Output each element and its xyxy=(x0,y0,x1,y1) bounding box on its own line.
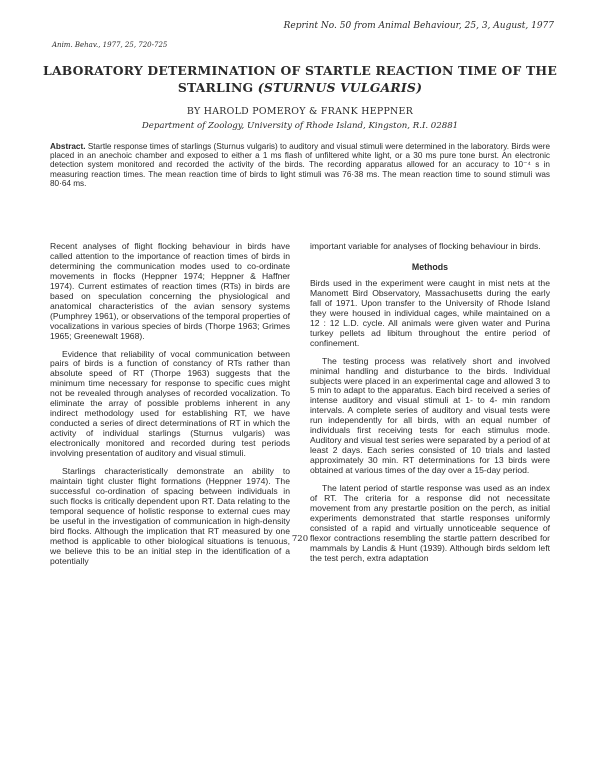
affiliation: Department of Zoology, University of Rhode Island, Kingston, R.I. 02881 xyxy=(141,121,459,131)
paper-title xyxy=(22,62,578,96)
title-species: (STURNUS VULGARIS) xyxy=(257,80,423,95)
left-column xyxy=(50,242,290,567)
journal-citation: Anim. Behav., 1977, 25, 720-725 xyxy=(52,41,168,49)
reprint-note: Reprint No. 50 from Animal Behaviour, 25, 3, August, 1977 xyxy=(283,21,554,31)
authors: BY HAROLD POMEROY & FRANK HEPPNER xyxy=(186,106,414,117)
paragraph: The latent period of startle response was used as an index of RT. The criteria for a response did not necessitate movement from any prestartle position on the perch, as initial experiments demonstrated that startle responses uniformly consisted of a rapid and virtually unnoticeable sequence of flexor contractions resembling the startle pattern described for mammals by Landis & Hunt (1939). Although birds seldom left the test perch, extra adaptation xyxy=(310,483,550,563)
paragraph-continuation: important variable for analyses of flocking behaviour in birds. xyxy=(310,241,541,251)
paragraph: Birds used in the experiment were caught in mist nets at the Manomett Bird Observatory, Massachusetts during the early fall of 1971. Upon transfer to the University of Rhode Island they were housed in individual cages, while maintained on a 12 : 12 L.D. cycle. All animals were given water and Purina turkey pellets ad libitum throughout the entire period of confinement. xyxy=(310,277,550,348)
title-main: LABORATORY DETERMINATION OF STARTLE REACTION TIME OF THE STARLING xyxy=(43,63,557,95)
paragraph: Recent analyses of flight flocking behaviour in birds have called attention to the importance of reaction times of birds in determining the communication modes used to co-ordinate movements in flocks (Heppner 1974; Heppner & Haffner 1974). Current estimates of reaction times (RTs) in birds are based on speculation concerning the physiological and anatomical characteristics of the avian sensory systems (Pumphrey 1961), or observations of the temporal properties of vocalizations in various species of birds (Thorpe 1963; Grimes 1965; Greenewalt 1968). xyxy=(50,241,290,341)
paragraph: Evidence that reliability of vocal communication between pairs of birds is a function of constancy of RTs rather than absolute speed of RT (Thorpe 1963) suggests that the minimum time necessary for response to specific cues might not be revealed through analyses of recorded vocalization. To eliminate the array of possible problems inherent in any indirect methodology used for establishing RT, we have conducted a series of direct determinations of RT in which the activity of individual starlings (Sturnus vulgaris) was electronically monitored and recorded during test periods involving presentation of auditory and visual stimuli. xyxy=(50,348,290,459)
paragraph: The testing process was relatively short and involved minimal handling and disturbance to the birds. Individual subjects were placed in an experimental cage and allowed 3 to 5 min to adapt to the apparatus. Each bird received a series of intense auditory and visual stimuli at 1- to 4- min random intervals. A complete series of auditory and visual tests were run independently for all birds, with an equal number of individuals first receiving tests for each stimulus mode. Auditory and visual test series were separated by a period of at least 2 days. Each series consisted of 10 trials and lasted approximately 30 min. RT determinations for 13 birds were obtained at various times of the day over a 15-day period. xyxy=(310,355,550,476)
paragraph: Starlings characteristically demonstrate an ability to maintain tight cluster flight formations (Heppner 1974). The successful co-ordination of spacing between individuals in such flocks is critically dependent upon RT. Data relating to the temporal sequence of holistic response to external cues may be useful in the investigation of communication in high-density bird flocks. Although the implication that RT measured by one method is applicable to other biological situations is tenuous, we believe this to be an initial step in the identification of a potentially xyxy=(50,466,290,566)
abstract xyxy=(50,142,550,188)
abstract-label: Abstract. xyxy=(50,142,86,151)
abstract-text: Startle response times of starlings (Sturnus vulgaris) to auditory and visual stimuli were determined in the laboratory. Birds were placed in an anechoic chamber and exposed to either a 1 ms flash of unfiltered white light, or a 30 ms pure tone burst. An electronic detection system monitored and recorded the activity of the birds. The recording apparatus allowed for an accuracy to 10⁻⁴ s in measuring reaction times. The mean reaction time of birds to light stimuli was 76·38 ms. The mean reaction time to sound stimuli was 80·64 ms. xyxy=(50,142,551,188)
right-column xyxy=(310,242,550,564)
page-number: 720 xyxy=(291,534,309,544)
methods-heading: Methods xyxy=(411,261,449,272)
